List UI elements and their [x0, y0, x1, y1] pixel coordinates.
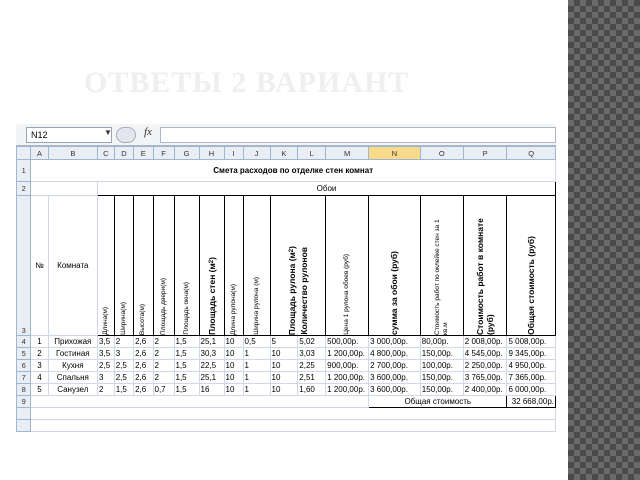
cell-roll-area[interactable]: 10	[270, 348, 298, 360]
row-header-2[interactable]: 2	[17, 182, 31, 196]
cell-roll-length[interactable]: 10	[224, 336, 243, 348]
header-wall-area[interactable]: Площадь стен $(м^2)$	[199, 196, 224, 336]
cell-wall-area[interactable]: 16	[199, 384, 224, 396]
cell-total[interactable]: 6 000,00р.	[507, 384, 556, 396]
col-header-h[interactable]: H	[199, 147, 224, 160]
cell[interactable]	[31, 182, 98, 196]
cell-roll-length[interactable]: 10	[224, 384, 243, 396]
cell-wallpaper-sum[interactable]: 2 700,00р.	[369, 360, 421, 372]
col-header-l[interactable]: L	[298, 147, 326, 160]
cell-grid	[16, 146, 556, 432]
row-header-1[interactable]: 1	[17, 160, 31, 182]
col-header-g[interactable]: G	[174, 147, 199, 160]
cell-height[interactable]: 2,6	[134, 372, 153, 384]
chevron-down-icon[interactable]: ▼	[104, 128, 112, 137]
row-header-empty[interactable]	[17, 408, 31, 420]
row-header-7[interactable]: 7	[17, 372, 31, 384]
cell-work-cost[interactable]: 3 765,00р.	[463, 372, 507, 384]
cell[interactable]	[31, 396, 369, 408]
cell-roll-price[interactable]: 1 200,00р.	[326, 372, 369, 384]
row-header-5[interactable]: 5	[17, 348, 31, 360]
formula-input[interactable]	[160, 127, 556, 143]
cell-width[interactable]: 2,5	[114, 372, 133, 384]
slide-title: ОТВЕТЫ 2 ВАРИАНТ	[84, 66, 410, 99]
header-wallpaper-sum[interactable]	[369, 196, 421, 336]
col-header-o[interactable]: O	[420, 147, 463, 160]
cell-room[interactable]: Спальня	[48, 372, 97, 384]
cell-num[interactable]: 4	[31, 372, 48, 384]
header-window-area[interactable]	[174, 196, 199, 336]
row-header-6[interactable]: 6	[17, 360, 31, 372]
header-work-cost-text: Стоимость работ в комнате (руб)	[475, 218, 496, 335]
cell-roll-width[interactable]: 1	[243, 384, 270, 396]
table-row	[17, 372, 556, 384]
row-header-empty[interactable]	[17, 420, 31, 432]
cell-height[interactable]: 2,6	[134, 384, 153, 396]
cell-roll-area[interactable]: 10	[270, 372, 298, 384]
cell-work-price[interactable]: 80,00р.	[420, 336, 463, 348]
cell-total[interactable]: 7 365,00р.	[507, 372, 556, 384]
cell[interactable]	[31, 408, 556, 420]
cell-roll-width[interactable]: 1	[243, 360, 270, 372]
cell[interactable]	[31, 420, 556, 432]
cell-window[interactable]: 1,5	[174, 336, 199, 348]
cell-height[interactable]: 2,6	[134, 360, 153, 372]
row-header-4[interactable]: 4	[17, 336, 31, 348]
cell-roll-price[interactable]: 500,00р.	[326, 336, 369, 348]
formula-cancel-icon[interactable]	[116, 127, 136, 143]
header-roll-area-text: Площадь рулона (м	[286, 251, 297, 335]
cell-wallpaper-sum[interactable]: 3 000,00р.	[369, 336, 421, 348]
cell-work-cost[interactable]: 2 250,00р.	[463, 360, 507, 372]
cell-work-cost[interactable]: 2 400,00р.	[463, 384, 507, 396]
cell-door[interactable]: 0,7	[153, 384, 174, 396]
header-wall-area-text: Площадь стен (м	[206, 263, 217, 335]
cell-num[interactable]: 1	[31, 336, 48, 348]
table-row	[17, 384, 556, 396]
col-header-d[interactable]: D	[114, 147, 133, 160]
cell-roll-count[interactable]: 1,60	[298, 384, 326, 396]
cell-door[interactable]: 2	[153, 372, 174, 384]
fx-icon[interactable]: fx	[144, 126, 152, 138]
cell-window[interactable]: 1,5	[174, 360, 199, 372]
col-header-i[interactable]: I	[224, 147, 243, 160]
superscript-2: 2	[288, 248, 295, 252]
decorative-pattern-strip	[568, 0, 640, 480]
col-header-c[interactable]: C	[98, 147, 115, 160]
cell-roll-area[interactable]: 10	[270, 360, 298, 372]
cell-room[interactable]: Санузел	[48, 384, 97, 396]
cell-width[interactable]: 1,5	[114, 384, 133, 396]
cell-roll-price[interactable]: 900,00р.	[326, 360, 369, 372]
col-header-q[interactable]: Q	[507, 147, 556, 160]
cell-width[interactable]: 2,5	[114, 360, 133, 372]
cell-wallpaper-sum[interactable]: 3 600,00р.	[369, 372, 421, 384]
header-wallpaper-sum-text: сумма за обои (руб)	[389, 250, 400, 335]
cell-width[interactable]: 2	[114, 336, 133, 348]
cell-total[interactable]: 9 345,00р.	[507, 348, 556, 360]
header-door-area[interactable]	[153, 196, 174, 336]
header-width-text: Ширина(м)	[119, 302, 127, 335]
cell-roll-width[interactable]: 1	[243, 348, 270, 360]
row-header-9[interactable]: 9	[17, 396, 31, 408]
cell-roll-count[interactable]: 2,51	[298, 372, 326, 384]
cell-door[interactable]: 2	[153, 360, 174, 372]
cell-work-price[interactable]: 150,00р.	[420, 372, 463, 384]
col-header-b[interactable]: B	[48, 147, 97, 160]
header-total-cost[interactable]	[507, 196, 556, 336]
cell-wall-area[interactable]: 25,1	[199, 372, 224, 384]
header-work-price[interactable]	[420, 196, 463, 336]
column-headers	[17, 147, 556, 160]
cell-roll-price[interactable]: 1 200,00р.	[326, 348, 369, 360]
header-total-cost-text: Общая стоимость (руб)	[526, 236, 537, 335]
header-width[interactable]	[114, 196, 133, 336]
header-window-area-text: Площадь окна(м)	[182, 282, 190, 335]
cell-room[interactable]: Кухня	[48, 360, 97, 372]
col-header-a[interactable]: A	[31, 147, 48, 160]
col-header-f[interactable]: F	[153, 147, 174, 160]
cell-length[interactable]: 2	[98, 384, 115, 396]
col-header-j[interactable]: J	[243, 147, 270, 160]
header-height[interactable]	[134, 196, 153, 336]
cell-wall-area[interactable]: 30,3	[199, 348, 224, 360]
cell-wall-area[interactable]: 25,1	[199, 336, 224, 348]
header-height-text: Высота(м)	[139, 303, 147, 335]
cell-room[interactable]: Прихожая	[48, 336, 97, 348]
header-roll-price-text: Цена 1 рулона обоев (руб)	[343, 254, 351, 335]
cell-roll-area[interactable]: 5	[270, 336, 298, 348]
cell-length[interactable]: 3,5	[98, 348, 115, 360]
header-work-price-text: Стоимость работ по оклейке стен за 1 кв.м	[433, 219, 449, 335]
cell-height[interactable]: 2,6	[134, 336, 153, 348]
cell-window[interactable]: 1,5	[174, 384, 199, 396]
select-all-corner[interactable]	[17, 147, 31, 160]
cell-wallpaper-sum[interactable]: 4 800,00р.	[369, 348, 421, 360]
formula-bar	[16, 124, 556, 146]
cell-door[interactable]: 2	[153, 336, 174, 348]
header-door-area-text: Площадь двери(м)	[159, 278, 167, 335]
cell-length[interactable]: 3,5	[98, 336, 115, 348]
cell-roll-area[interactable]: 10	[270, 384, 298, 396]
cell-num[interactable]: 3	[31, 360, 48, 372]
cell-total[interactable]: 5 008,00р.	[507, 336, 556, 348]
cell-wall-area[interactable]: 22,5	[199, 360, 224, 372]
cell-width[interactable]: 3	[114, 348, 133, 360]
group-header-cell[interactable]: Обои	[98, 182, 556, 196]
table-row	[17, 360, 556, 372]
table-row	[17, 348, 556, 360]
cell-num[interactable]: 2	[31, 348, 48, 360]
cell-length[interactable]: 3	[98, 372, 115, 384]
header-length-text: Длина(м)	[101, 307, 109, 335]
col-header-m[interactable]: M	[326, 147, 369, 160]
cell-work-price[interactable]: 100,00р.	[420, 360, 463, 372]
cell-roll-length[interactable]: 10	[224, 372, 243, 384]
cell-work-price[interactable]: 150,00р.	[420, 348, 463, 360]
row-header-8[interactable]: 8	[17, 384, 31, 396]
superscript-2: 2	[208, 259, 215, 264]
cell-roll-length[interactable]: 10	[224, 348, 243, 360]
header-length[interactable]	[98, 196, 115, 336]
header-roll-length[interactable]	[224, 196, 243, 336]
cell-door[interactable]: 2	[153, 348, 174, 360]
cell-window[interactable]: 1,5	[174, 348, 199, 360]
total-value-cell[interactable]: 32 668,00р.	[507, 396, 556, 408]
cell-work-cost[interactable]: 4 545,00р.	[463, 348, 507, 360]
header-roll-length-text: Длина рулона(м)	[229, 284, 237, 335]
header-roll-area-count[interactable]: Площадь рулона $(м^2)$ Количество рулонов	[270, 196, 326, 336]
header-roll-width[interactable]	[243, 196, 270, 336]
total-label-cell[interactable]: Общая стоимость	[369, 396, 507, 408]
cell-roll-length[interactable]: 10	[224, 360, 243, 372]
header-roll-count-text: Количество рулонов	[298, 247, 309, 335]
col-header-k[interactable]: K	[270, 147, 298, 160]
cell-roll-price[interactable]: 1 200,00р.	[326, 384, 369, 396]
cell-height[interactable]: 2,6	[134, 348, 153, 360]
header-roll-price[interactable]	[326, 196, 369, 336]
spreadsheet-screenshot	[16, 124, 556, 440]
cell-num[interactable]: 5	[31, 384, 48, 396]
col-header-e[interactable]: E	[134, 147, 153, 160]
cell-roll-width[interactable]: 0,5	[243, 336, 270, 348]
cell-wallpaper-sum[interactable]: 3 600,00р.	[369, 384, 421, 396]
cell-window[interactable]: 1,5	[174, 372, 199, 384]
cell-roll-count[interactable]: 3,03	[298, 348, 326, 360]
cell-room[interactable]: Гостиная	[48, 348, 97, 360]
header-num[interactable]: №	[31, 196, 48, 336]
name-box[interactable]: N12	[26, 127, 112, 143]
cell-length[interactable]: 2,5	[98, 360, 115, 372]
cell-roll-width[interactable]: 1	[243, 372, 270, 384]
header-work-cost[interactable]	[463, 196, 507, 336]
header-room[interactable]: Комната	[48, 196, 97, 336]
table-row	[17, 336, 556, 348]
row-header-3[interactable]: 3	[17, 196, 31, 336]
cell-work-price[interactable]: 150,00р.	[420, 384, 463, 396]
cell-roll-count[interactable]: 2,25	[298, 360, 326, 372]
header-roll-width-text: Ширина рулона (м)	[252, 277, 260, 335]
total-row	[17, 396, 556, 408]
cell-roll-count[interactable]: 5,02	[298, 336, 326, 348]
col-header-p[interactable]: P	[463, 147, 507, 160]
cell-work-cost[interactable]: 2 008,00р.	[463, 336, 507, 348]
sheet-title-cell[interactable]: Смета расходов по отделке стен комнат	[31, 160, 556, 182]
col-header-n[interactable]: N	[369, 147, 421, 160]
cell-total[interactable]: 4 950,00р.	[507, 360, 556, 372]
